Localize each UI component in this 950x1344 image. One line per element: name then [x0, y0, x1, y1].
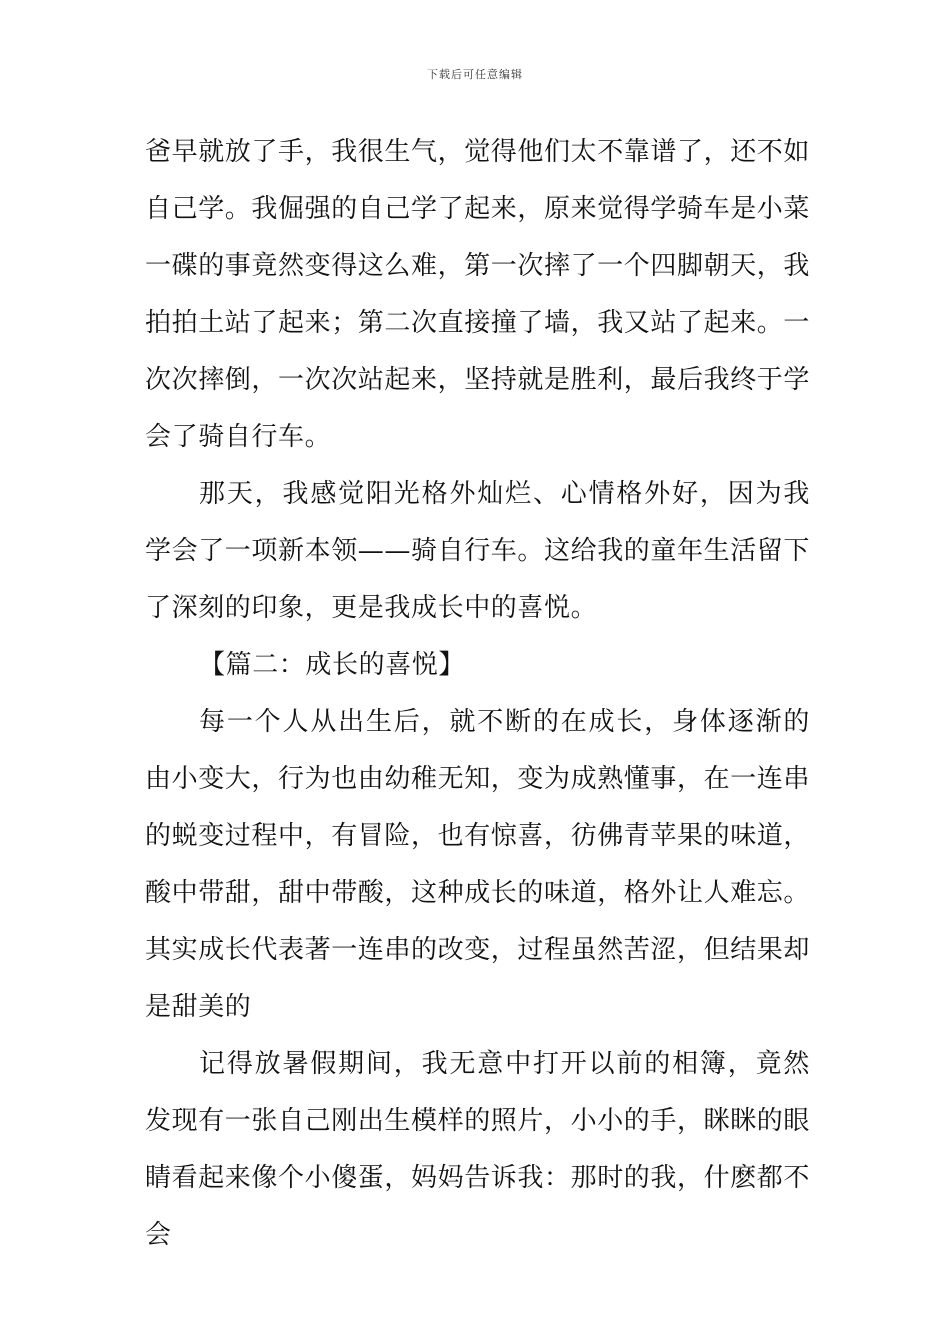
paragraph-continued: 爸早就放了手，我很生气，觉得他们太不靠谱了，还不如自己学。我倔强的自己学了起来，原来觉得学骑车是小菜一碟的事竟然变得这么难，第一次摔了一个四脚朝天，我拍拍土站了起来；第二次直接撞了墙，我又站了起来。一次次摔倒，一次次站起来，坚持就是胜利，最后我终于学会了骑自行车。 [145, 137, 811, 452]
paragraph: 记得放暑假期间，我无意中打开以前的相簿，竟然发现有一张自己刚出生模样的照片，小小的手，眯眯的眼睛看起来像个小傻蛋，妈妈告诉我：那时的我，什麽都不会 [145, 1049, 811, 1250]
document-body [145, 124, 810, 1264]
section-heading: 【篇二：成长的喜悦】 [199, 650, 466, 680]
paragraph: 那天，我感觉阳光格外灿烂、心情格外好，因为我学会了一项新本领——骑自行车。这给我的童年生活留下了深刻的印象，更是我成长中的喜悦。 [145, 479, 811, 623]
paragraph: 每一个人从出生后，就不断的在成长，身体逐渐的由小变大，行为也由幼稚无知，变为成熟懂事，在一连串的蜕变过程中，有冒险，也有惊喜，彷佛青苹果的味道，酸中带甜，甜中带酸，这种成长的味道，格外让人难忘。其实成长代表著一连串的改变，过程虽然苦涩，但结果却是甜美的 [145, 707, 811, 1022]
page-header: 下载后可任意编辑 [427, 68, 523, 81]
